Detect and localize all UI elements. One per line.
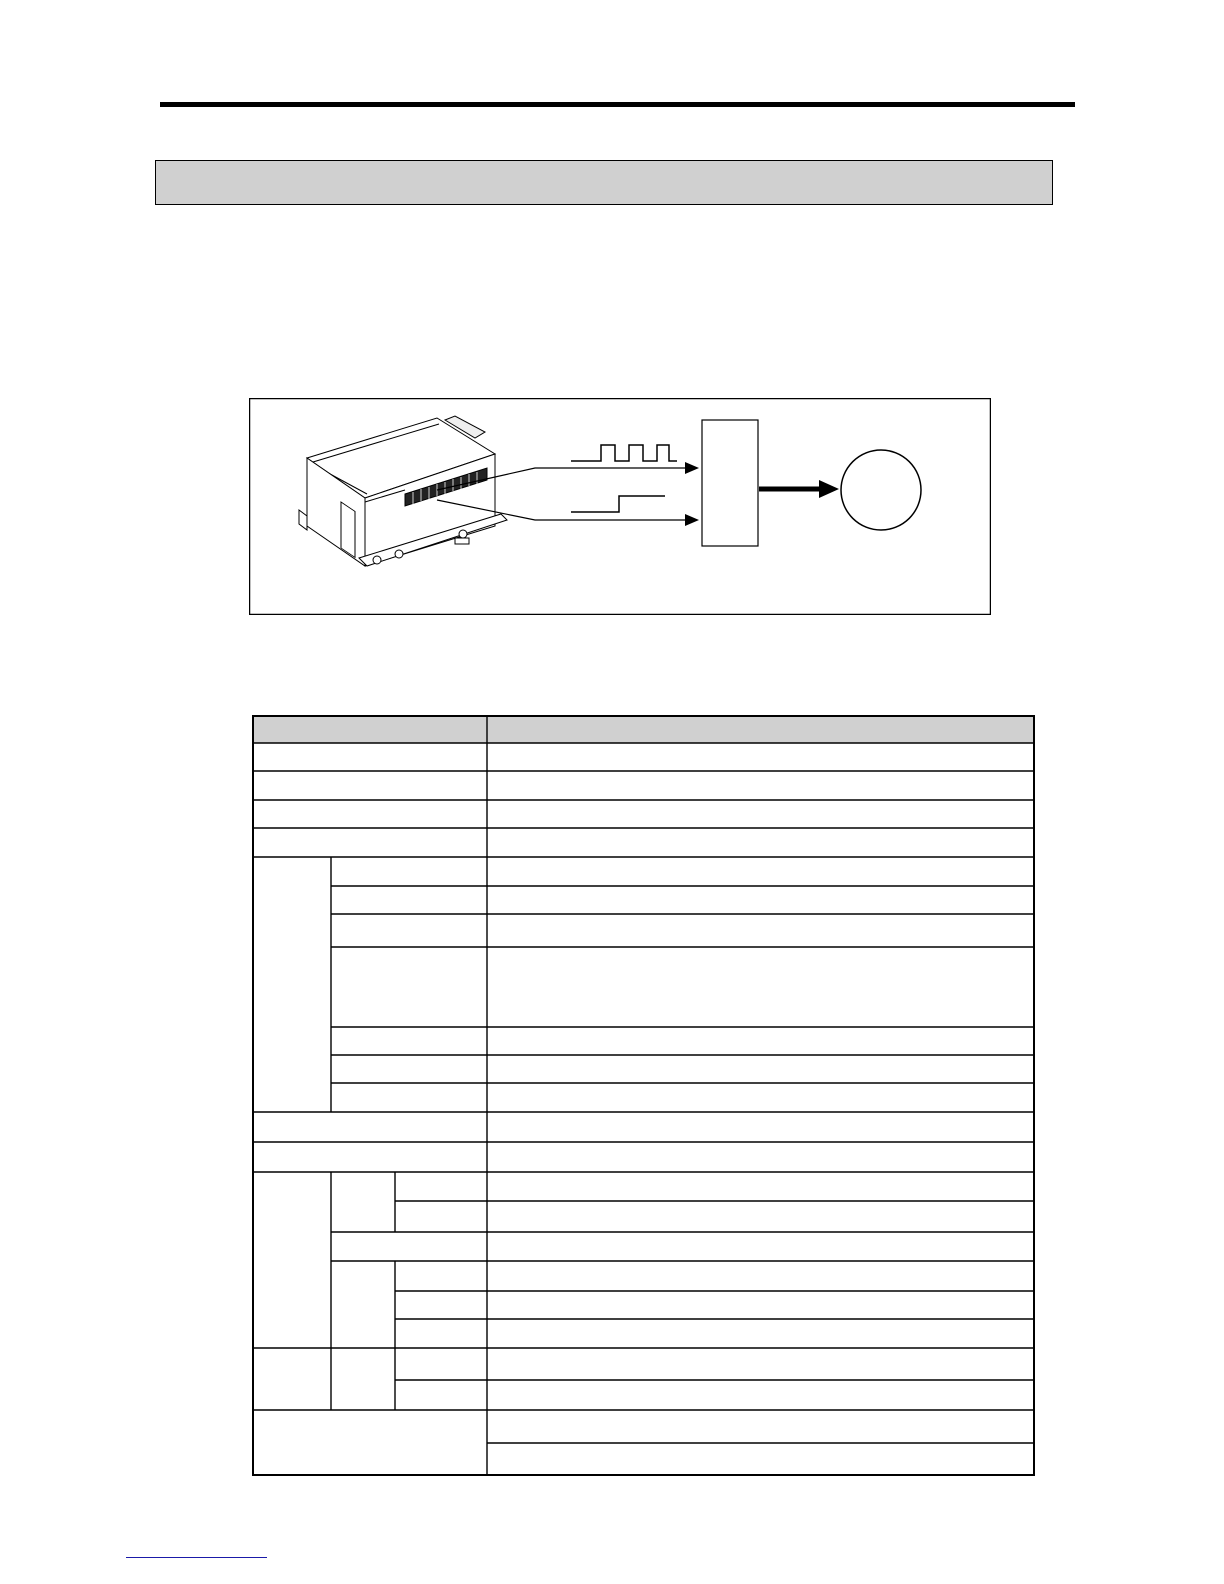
- section-title-bar: [155, 160, 1053, 205]
- footer-link-underline[interactable]: [126, 1557, 267, 1558]
- specification-table: [252, 715, 1035, 1476]
- motor-driver-box: [702, 420, 758, 546]
- header-rule: [160, 102, 1075, 107]
- motor-circle-icon: [841, 450, 921, 530]
- positioning-diagram: [249, 398, 991, 615]
